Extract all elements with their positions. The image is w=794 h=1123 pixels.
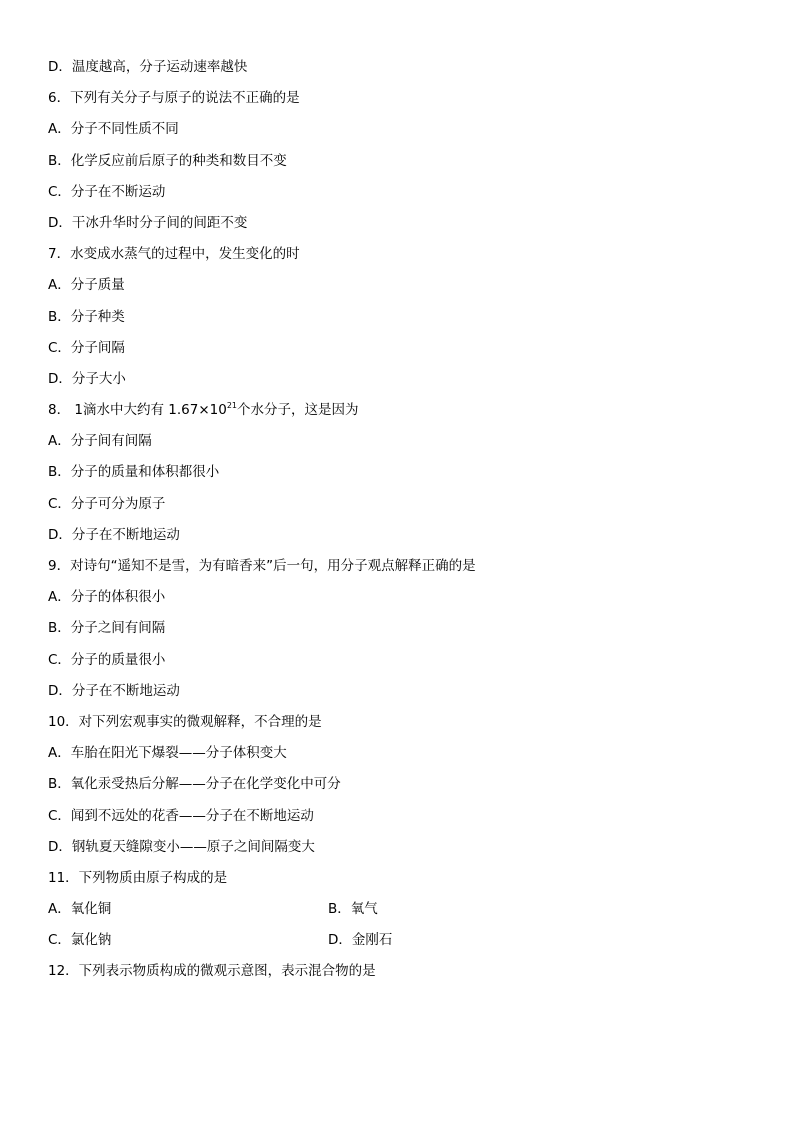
- q8-exponent: 21: [226, 401, 237, 411]
- q9-option-a: A．分子的体积很小: [48, 589, 166, 606]
- q11-option-d: D．金刚石: [328, 932, 393, 949]
- q12-stem: 12．下列表示物质构成的微观示意图，表示混合物的是: [48, 963, 376, 980]
- q10-option-a: A．车胎在阳光下爆裂——分子体积变大: [48, 745, 287, 762]
- q7-option-c: C．分子间隔: [48, 339, 125, 356]
- q11-option-c: C．氯化钠: [48, 932, 112, 949]
- q6-stem: 6．下列有关分子与原子的说法不正确的是: [48, 90, 300, 107]
- q11-stem: 11．下列物质由原子构成的是: [48, 869, 228, 886]
- q9-stem: 9．对诗句“遥知不是雪，为有暗香来”后一句，用分子观点解释正确的是: [48, 558, 476, 574]
- q9-option-c: C．分子的质量很小: [48, 651, 166, 668]
- q10-option-b: B．氧化汞受热后分解——分子在化学变化中可分: [48, 776, 341, 793]
- q7-option-a: A．分子质量: [48, 277, 125, 294]
- q6-option-a: A．分子不同性质不同: [48, 121, 179, 138]
- q5-option-d: D．温度越高，分子运动速率越快: [48, 59, 248, 75]
- q8-stem-prefix: 8． 1滴水中大约有 1.67×10: [48, 402, 227, 419]
- q7-option-d: D．分子大小: [48, 370, 126, 387]
- q10-option-c: C．闻到不远处的花香——分子在不断地运动: [48, 807, 314, 824]
- q11-option-b: B．氧气: [328, 901, 378, 918]
- q8-option-c: C．分子可分为原子: [48, 495, 166, 512]
- q8-stem: [48, 395, 748, 426]
- q7-stem: 7．水变成水蒸气的过程中，发生变化的时: [48, 246, 300, 263]
- q6-option-d: D．干冰升华时分子间的间距不变: [48, 214, 248, 231]
- q10-option-d: D．钢轨夏天缝隙变小——原子之间间隔变大: [48, 838, 315, 855]
- q8-option-b: B．分子的质量和体积都很小: [48, 464, 220, 481]
- q8-stem-suffix: 个水分子，这是因为: [237, 402, 359, 419]
- q11-options-row-2: [48, 925, 748, 956]
- q9-option-b: B．分子之间有间隔: [48, 620, 166, 637]
- q8-option-d: D．分子在不断地运动: [48, 526, 180, 543]
- q7-option-b: B．分子种类: [48, 308, 125, 325]
- q10-stem: 10．对下列宏观事实的微观解释，不合理的是: [48, 713, 322, 730]
- q6-option-b: B．化学反应前后原子的种类和数目不变: [48, 152, 287, 169]
- q6-option-c: C．分子在不断运动: [48, 183, 166, 200]
- question-page: [48, 52, 748, 988]
- q11-options-row-1: [48, 894, 748, 925]
- q9-option-d: D．分子在不断地运动: [48, 682, 180, 699]
- q8-option-a: A．分子间有间隔: [48, 433, 152, 450]
- q11-option-a: A．氧化铜: [48, 901, 112, 918]
